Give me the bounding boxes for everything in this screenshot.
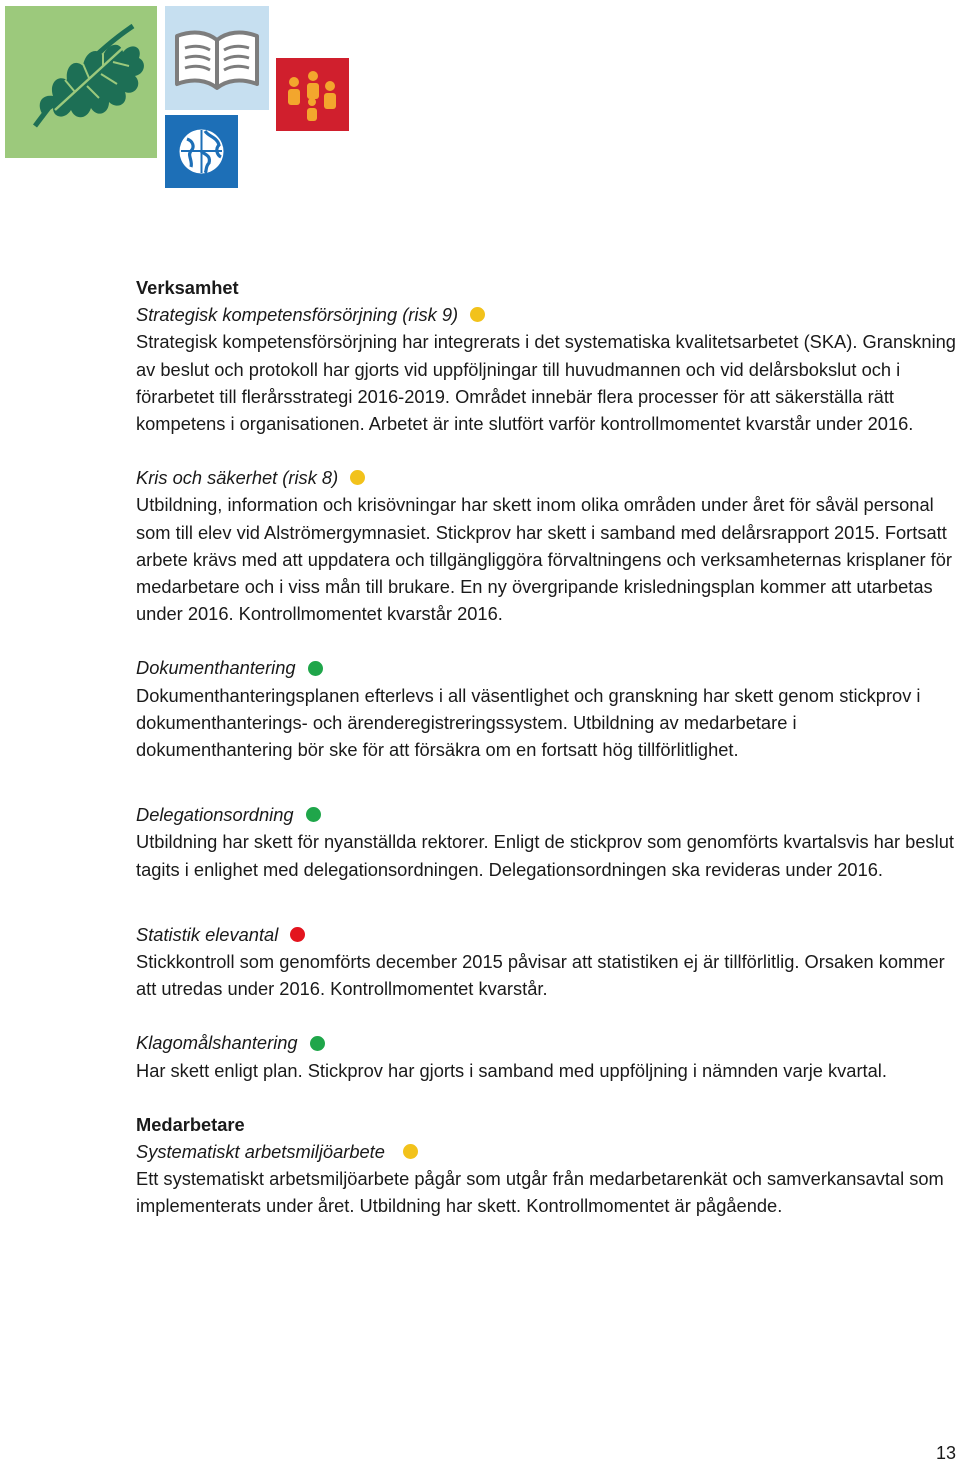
item-body: Har skett enligt plan. Stickprov har gjorts i samband med uppföljning i nämnden varje kvartal. <box>136 1059 887 1081</box>
item-body: Dokumenthanteringsplanen efterlevs i all väsentlighet och granskning har skett genom stickprov i dokumenthanterings- och ärenderegistreringssystem. Utbildning av medarbetare i dokumenthantering bör ske för att försäkra om en fortsatt hög tillförlitlighet. <box>136 684 921 761</box>
item-body: Utbildning, information och krisövningar har skett inom olika områden under året för såväl personal som till elev vid Alströmergymnasiet. Stickprov har skett i samband med delårsrapport 2015. Fortsatt arbete krävs med att uppdatera och tillgängliggöra förvaltningens och verksamheternas krisplaner för medarbetare och i viss mån till brukare. En ny övergripande krisledningsplan kommer att utarbetas under 2016. Kontrollmomentet kvarstår 2016. <box>136 494 952 625</box>
control-item-statistik-elevantal <box>136 921 956 1003</box>
status-dot-red <box>290 927 305 942</box>
control-item-kris-sakerhet <box>136 464 956 627</box>
item-heading: Kris och säkerhet (risk 8) <box>136 467 339 489</box>
globe-logo <box>165 115 238 188</box>
status-dot-green <box>306 807 321 822</box>
control-item-kompetensforsorjning <box>136 301 956 437</box>
item-heading: Strategisk kompetensförsörjning (risk 9) <box>136 304 459 326</box>
item-body: Ett systematiskt arbetsmiljöarbete pågår som utgår från medarbetarenkät och samverkansavtal som implementerats under året. Utbildning har skett. Kontrollmomentet är pågående. <box>136 1168 944 1217</box>
item-body: Stickkontroll som genomförts december 2015 påvisar att statistiken ej är tillförlitlig. Orsaken kommer att utredas under 2016. Kontrollmomentet kvarstår. <box>136 951 945 1000</box>
book-logo <box>165 6 269 110</box>
status-dot-yellow <box>470 307 485 322</box>
globe-icon <box>165 115 238 188</box>
item-body: Utbildning har skett för nyanställda rektorer. Enligt de stickprov som genomförts kvartalsvis har beslut tagits i enlighet med delegationsordningen. Delegationsordningen ska revideras under 2016. <box>136 831 954 880</box>
control-item-delegationsordning <box>136 801 956 883</box>
people-logo <box>276 58 349 131</box>
open-book-icon <box>165 6 269 110</box>
oak-leaf-icon <box>5 6 157 158</box>
control-item-klagomalshantering <box>136 1029 956 1083</box>
item-heading: Delegationsordning <box>136 804 294 826</box>
page-number: 13 <box>935 1443 956 1463</box>
status-dot-yellow <box>403 1144 418 1159</box>
item-heading: Statistik elevantal <box>136 923 279 945</box>
control-item-dokumenthantering <box>136 654 956 763</box>
status-dot-green <box>310 1036 325 1051</box>
status-dot-yellow <box>350 470 365 485</box>
report-content <box>136 274 956 1220</box>
item-heading: Systematiskt arbetsmiljöarbete <box>136 1141 385 1163</box>
oak-leaf-logo <box>5 6 157 158</box>
item-body: Strategisk kompetensförsörjning har integrerats i det systematiska kvalitetsarbetet (SKA). Granskning av beslut och protokoll har gjorts vid uppföljningar till huvudmannen och vid delårsbokslut och i förarbetet till flerårsstrategi 2016-2019. Området innebär flera processer för att säkerställa rätt kompetens i organisationen. Arbetet är inte slutfört varför kontrollmomentet kvarstår under 2016. <box>136 331 956 435</box>
item-heading: Dokumenthantering <box>136 657 296 679</box>
status-dot-green <box>308 661 323 676</box>
control-item-arbetsmiljoarbete <box>136 1138 956 1220</box>
item-heading: Klagomålshantering <box>136 1032 298 1054</box>
section-title-medarbetare: Medarbetare <box>136 1113 245 1135</box>
section-title-verksamhet: Verksamhet <box>136 277 239 298</box>
people-icon <box>276 58 349 131</box>
